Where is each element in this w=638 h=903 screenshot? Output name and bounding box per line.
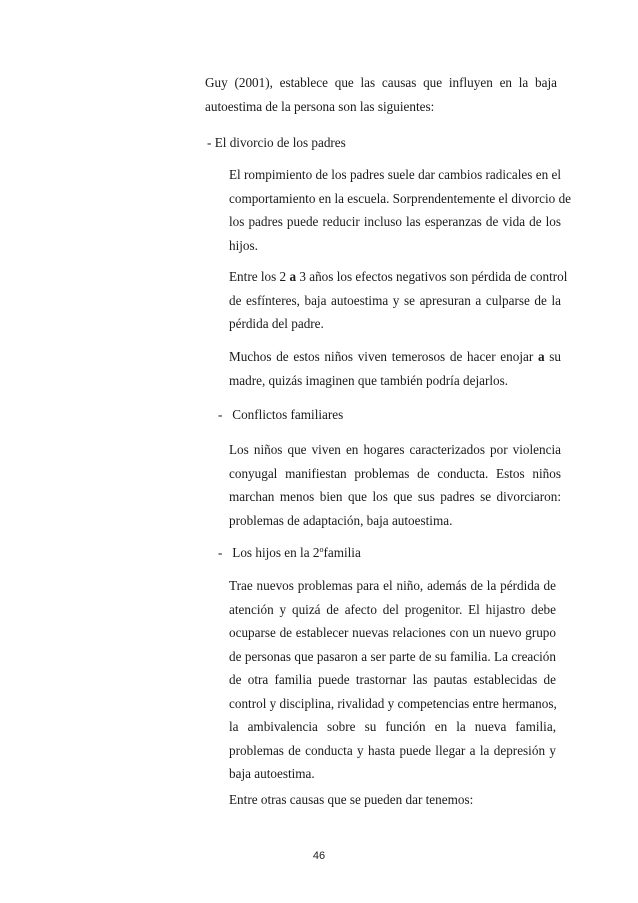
paragraph-line: madre, quizás imaginen que también podría dejarlos. (229, 372, 509, 388)
intro-line: Guy (2001), establece que las causas que influyen en la baja (205, 75, 557, 90)
text-run: - Los hijos en la 2 (218, 545, 320, 560)
section-heading: - Conflictos familiares (218, 407, 344, 422)
body-paragraph (229, 345, 561, 392)
body-paragraph (229, 265, 568, 336)
paragraph-line: El rompimiento de los padres suele dar cambios radicales en el (229, 167, 561, 182)
paragraph-line: los padres puede reducir incluso las esperanzas de vida de los (229, 214, 561, 229)
paragraph-line: de personas que pasaron a ser parte de su familia. La creación (229, 648, 556, 664)
text-run: Muchos de estos niños viven temerosos de hacer enojar (229, 349, 538, 364)
paragraph-line (229, 265, 568, 289)
body-paragraph (229, 438, 561, 532)
paragraph-line: hijos. (229, 237, 258, 253)
body-paragraph (229, 574, 556, 786)
paragraph-line (229, 345, 561, 369)
intro-line: autoestima de la persona son las siguientes: (205, 98, 435, 114)
paragraph-line: de esfínteres, baja autoestima y se apresuran a culparse de la (229, 292, 561, 308)
intro-paragraph (205, 71, 557, 118)
paragraph-line: control y disciplina, rivalidad y competencias entre hermanos, (229, 695, 557, 711)
paragraph-line: ocuparse de establecer nuevas relaciones con un nuevo grupo (229, 625, 556, 640)
body-paragraph (229, 163, 572, 257)
body-paragraph (229, 788, 556, 812)
bold-text: a (537, 349, 545, 364)
paragraph-line: de otra familia puede trastornar las pautas establecidas de (229, 672, 556, 687)
text-run: 3 años los efectos negativos son pérdida de control (296, 269, 568, 284)
paragraph-line: conyugal manifiestan problemas de conducta. Estos niños (229, 465, 561, 481)
bold-text: a (289, 269, 297, 284)
paragraph-line: atención y quizá de afecto del progenitor. El hijastro debe (229, 601, 556, 617)
paragraph-line: Trae nuevos problemas para el niño, además de la pérdida de (229, 578, 556, 593)
text-run: familia (323, 545, 361, 560)
page-number: 46 (312, 850, 326, 862)
paragraph-line: problemas de adaptación, baja autoestima. (229, 512, 453, 528)
paragraph-line: pérdida del padre. (229, 316, 324, 331)
text-run: su (544, 349, 561, 364)
section-heading: - El divorcio de los padres (207, 135, 346, 150)
paragraph-line: Los niños que viven en hogares caracterizados por violencia (229, 442, 561, 457)
text-run: Entre los 2 (229, 269, 290, 284)
paragraph-line: Entre otras causas que se pueden dar tenemos: (229, 792, 474, 807)
section-heading (218, 540, 361, 563)
superscript: o (319, 545, 324, 554)
paragraph-line: baja autoestima. (229, 766, 315, 781)
paragraph-line: problemas de conducta y hasta puede llegar a la depresión y (229, 742, 556, 758)
paragraph-line: comportamiento en la escuela. Sorprendentemente el divorcio de (229, 190, 572, 206)
paragraph-line: marchan menos bien que los que sus padres se divorciaron: (229, 489, 561, 504)
paragraph-line: la ambivalencia sobre su función en la nueva familia, (229, 719, 556, 734)
